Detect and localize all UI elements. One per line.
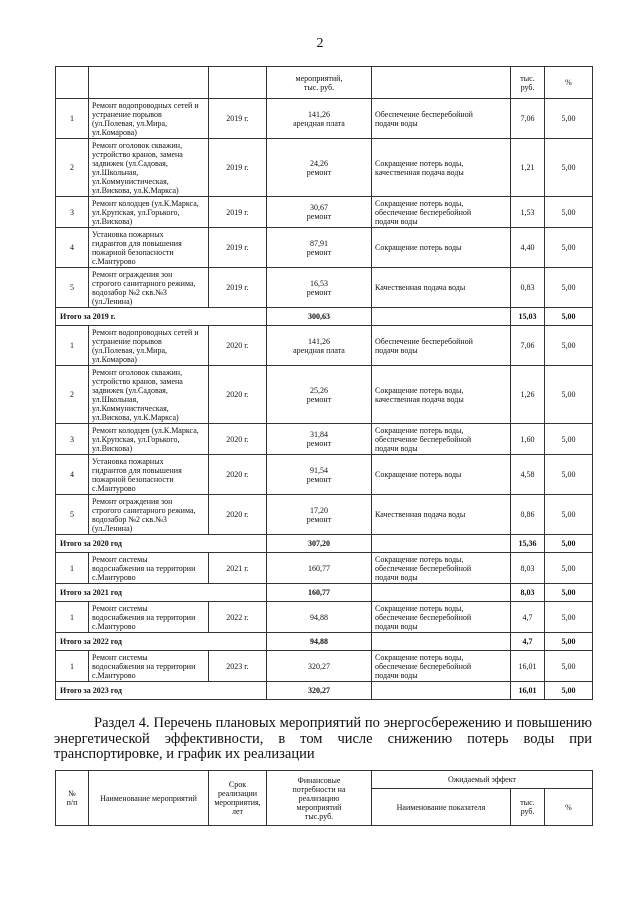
table-row bbox=[56, 602, 593, 633]
row-number: 3 bbox=[56, 424, 89, 455]
effect-percent: 5,00 bbox=[545, 495, 593, 535]
measure-year: 2021 г. bbox=[209, 553, 267, 584]
effect-value: 7,06 bbox=[511, 326, 545, 366]
measure-year: 2019 г. bbox=[209, 197, 267, 228]
row-number: 4 bbox=[56, 228, 89, 268]
effect-value: 7,06 bbox=[511, 99, 545, 139]
total-financing: 320,27 bbox=[267, 682, 372, 700]
expected-effect: Обеспечение бесперебойной подачи воды bbox=[372, 99, 511, 139]
measure-year: 2022 г. bbox=[209, 602, 267, 633]
measure-financing: 30,67 ремонт bbox=[267, 197, 372, 228]
effect-value: 8,03 bbox=[511, 553, 545, 584]
total-label: Итого за 2020 год bbox=[56, 535, 267, 553]
row-number: 3 bbox=[56, 197, 89, 228]
total-empty bbox=[372, 584, 511, 602]
total-financing: 160,77 bbox=[267, 584, 372, 602]
measure-name: Ремонт колодцев (ул.К.Маркса, ул.Крупская, ул.Горького, ул.Вискова) bbox=[89, 424, 209, 455]
total-empty bbox=[372, 308, 511, 326]
measure-financing: 141,26 арендная плата bbox=[267, 326, 372, 366]
effect-percent: 5,00 bbox=[545, 602, 593, 633]
header-fin: мероприятий, тыс. руб. bbox=[267, 67, 372, 99]
row-number: 1 bbox=[56, 602, 89, 633]
effect-value: 4,40 bbox=[511, 228, 545, 268]
table-row bbox=[56, 424, 593, 455]
effect-value: 1,60 bbox=[511, 424, 545, 455]
effect-percent: 5,00 bbox=[545, 197, 593, 228]
col-fin-header: Финансовые потребности на реализацию мероприятий тыс.руб. bbox=[267, 771, 372, 826]
measure-year: 2020 г. bbox=[209, 424, 267, 455]
expected-effect: Обеспечение бесперебойной подачи воды bbox=[372, 326, 511, 366]
measure-financing: 160,77 bbox=[267, 553, 372, 584]
measures-table bbox=[55, 66, 593, 700]
col-num-header: № п/п bbox=[56, 771, 89, 826]
header-percent: % bbox=[545, 67, 593, 99]
effect-value: 0,83 bbox=[511, 268, 545, 308]
table-row bbox=[56, 651, 593, 682]
total-financing: 300,63 bbox=[267, 308, 372, 326]
effect-percent: 5,00 bbox=[545, 455, 593, 495]
expected-effect: Сокращение потерь воды, обеспечение бесперебойной подачи воды bbox=[372, 424, 511, 455]
table-row bbox=[56, 228, 593, 268]
page-number: 2 bbox=[316, 36, 324, 51]
measures-table-2-header bbox=[55, 770, 593, 826]
total-value: 15,03 bbox=[511, 308, 545, 326]
measure-year: 2019 г. bbox=[209, 139, 267, 197]
total-financing: 307,20 bbox=[267, 535, 372, 553]
total-empty bbox=[372, 633, 511, 651]
effect-percent: 5,00 bbox=[545, 651, 593, 682]
col-effect-header: Ожидаемый эффект bbox=[372, 771, 593, 789]
row-number: 1 bbox=[56, 99, 89, 139]
effect-value: 4,7 bbox=[511, 602, 545, 633]
effect-value: 16,01 bbox=[511, 651, 545, 682]
total-empty bbox=[372, 535, 511, 553]
effect-value: 0,86 bbox=[511, 495, 545, 535]
expected-effect: Качественная подача воды bbox=[372, 268, 511, 308]
col-name-header: Наименование мероприятий bbox=[89, 771, 209, 826]
total-empty bbox=[372, 682, 511, 700]
measure-year: 2020 г. bbox=[209, 326, 267, 366]
measure-year: 2023 г. bbox=[209, 651, 267, 682]
row-number: 1 bbox=[56, 553, 89, 584]
expected-effect: Сокращение потерь воды, обеспечение бесперебойной подачи воды bbox=[372, 651, 511, 682]
header-unit: тыс. руб. bbox=[511, 67, 545, 99]
col-indicator-header: Наименование показателя bbox=[372, 789, 511, 826]
effect-value: 4,58 bbox=[511, 455, 545, 495]
total-percent: 5,00 bbox=[545, 682, 593, 700]
col-period-header: Срок реализации мероприятия, лет bbox=[209, 771, 267, 826]
total-percent: 5,00 bbox=[545, 584, 593, 602]
effect-percent: 5,00 bbox=[545, 326, 593, 366]
effect-value: 1,53 bbox=[511, 197, 545, 228]
expected-effect: Сокращение потерь воды, качественная подача воды bbox=[372, 366, 511, 424]
measure-financing: 91,54 ремонт bbox=[267, 455, 372, 495]
row-number: 1 bbox=[56, 651, 89, 682]
measure-name: Ремонт системы водоснабжения на территории с.Мантурово bbox=[89, 651, 209, 682]
measure-year: 2019 г. bbox=[209, 228, 267, 268]
effect-value: 1,21 bbox=[511, 139, 545, 197]
measure-financing: 320,27 bbox=[267, 651, 372, 682]
measure-name: Ремонт ограждения зон строгого санитарного режима, водозабор №2 скв.№3 (ул.Ленина) bbox=[89, 268, 209, 308]
effect-percent: 5,00 bbox=[545, 553, 593, 584]
effect-value: 1,26 bbox=[511, 366, 545, 424]
table-header-row bbox=[56, 67, 593, 99]
measure-name: Ремонт системы водоснабжения на территории с.Мантурово bbox=[89, 602, 209, 633]
total-percent: 5,00 bbox=[545, 308, 593, 326]
effect-percent: 5,00 bbox=[545, 139, 593, 197]
row-number: 2 bbox=[56, 139, 89, 197]
table-row bbox=[56, 553, 593, 584]
effect-percent: 5,00 bbox=[545, 99, 593, 139]
row-number: 5 bbox=[56, 268, 89, 308]
expected-effect: Сокращение потерь воды bbox=[372, 228, 511, 268]
measure-year: 2019 г. bbox=[209, 268, 267, 308]
measure-name: Ремонт оголовок скважин, устройство кранов, замена задвижек (ул.Садовая, ул.Школьная, ул.Коммунистическая, ул.Вискова, ул.К.Маркса) bbox=[89, 139, 209, 197]
row-number: 2 bbox=[56, 366, 89, 424]
expected-effect: Сокращение потерь воды bbox=[372, 455, 511, 495]
effect-percent: 5,00 bbox=[545, 228, 593, 268]
measure-name: Ремонт колодцев (ул.К.Маркса, ул.Крупская, ул.Горького, ул.Вискова) bbox=[89, 197, 209, 228]
col-percent-header: % bbox=[545, 789, 593, 826]
total-value: 4,7 bbox=[511, 633, 545, 651]
table-row bbox=[56, 366, 593, 424]
total-financing: 94,88 bbox=[267, 633, 372, 651]
measure-financing: 24,26 ремонт bbox=[267, 139, 372, 197]
measure-name: Ремонт оголовок скважин, устройство кранов, замена задвижек (ул.Садовая, ул.Школьная, ул.Коммунистическая, ул.Вискова, ул.К.Маркса) bbox=[89, 366, 209, 424]
measure-financing: 25,26 ремонт bbox=[267, 366, 372, 424]
col-unit-header: тыс. руб. bbox=[511, 789, 545, 826]
expected-effect: Качественная подача воды bbox=[372, 495, 511, 535]
measure-financing: 31,84 ремонт bbox=[267, 424, 372, 455]
total-percent: 5,00 bbox=[545, 535, 593, 553]
total-row bbox=[56, 584, 593, 602]
measure-name: Установка пожарных гидрантов для повышения пожарной безопасности с.Мантурово bbox=[89, 228, 209, 268]
total-row bbox=[56, 535, 593, 553]
expected-effect: Сокращение потерь воды, качественная подача воды bbox=[372, 139, 511, 197]
total-row bbox=[56, 308, 593, 326]
measure-financing: 94,88 bbox=[267, 602, 372, 633]
measure-name: Ремонт системы водоснабжения на территории с.Мантурово bbox=[89, 553, 209, 584]
measure-financing: 141,26 арендная плата bbox=[267, 99, 372, 139]
table-row bbox=[56, 495, 593, 535]
measure-year: 2020 г. bbox=[209, 495, 267, 535]
row-number: 1 bbox=[56, 326, 89, 366]
total-label: Итого за 2021 год bbox=[56, 584, 267, 602]
measure-name: Ремонт водопроводных сетей и устранение порывов (ул.Полевая, ул.Мира, ул.Комарова) bbox=[89, 326, 209, 366]
total-value: 16,01 bbox=[511, 682, 545, 700]
table-row bbox=[56, 268, 593, 308]
row-number: 4 bbox=[56, 455, 89, 495]
row-number: 5 bbox=[56, 495, 89, 535]
table-row bbox=[56, 99, 593, 139]
measure-year: 2019 г. bbox=[209, 99, 267, 139]
expected-effect: Сокращение потерь воды, обеспечение бесперебойной подачи воды bbox=[372, 197, 511, 228]
table-row bbox=[56, 197, 593, 228]
expected-effect: Сокращение потерь воды, обеспечение бесперебойной подачи воды bbox=[372, 553, 511, 584]
total-row bbox=[56, 633, 593, 651]
effect-percent: 5,00 bbox=[545, 268, 593, 308]
table-row bbox=[56, 455, 593, 495]
total-value: 8,03 bbox=[511, 584, 545, 602]
table-row bbox=[56, 326, 593, 366]
total-label: Итого за 2019 г. bbox=[56, 308, 267, 326]
total-label: Итого за 2022 год bbox=[56, 633, 267, 651]
measure-year: 2020 г. bbox=[209, 366, 267, 424]
total-percent: 5,00 bbox=[545, 633, 593, 651]
total-label: Итого за 2023 год bbox=[56, 682, 267, 700]
measure-name: Ремонт водопроводных сетей и устранение порывов (ул.Полевая, ул.Мира, ул.Комарова) bbox=[89, 99, 209, 139]
measure-financing: 87,91 ремонт bbox=[267, 228, 372, 268]
total-value: 15,36 bbox=[511, 535, 545, 553]
effect-percent: 5,00 bbox=[545, 366, 593, 424]
measure-year: 2020 г. bbox=[209, 455, 267, 495]
measure-name: Ремонт ограждения зон строгого санитарного режима, водозабор №2 скв.№3 (ул.Ленина) bbox=[89, 495, 209, 535]
total-row bbox=[56, 682, 593, 700]
measure-financing: 17,20 ремонт bbox=[267, 495, 372, 535]
section-heading: Раздел 4. Перечень плановых мероприятий по энергосбережению и повышению энергетической эффективности, в том числе снижению потерь воды при транспортировке, и график их реализации bbox=[54, 715, 592, 762]
measure-name: Установка пожарных гидрантов для повышения пожарной безопасности с.Мантурово bbox=[89, 455, 209, 495]
measure-financing: 16,53 ремонт bbox=[267, 268, 372, 308]
table-row bbox=[56, 139, 593, 197]
effect-percent: 5,00 bbox=[545, 424, 593, 455]
expected-effect: Сокращение потерь воды, обеспечение бесперебойной подачи воды bbox=[372, 602, 511, 633]
